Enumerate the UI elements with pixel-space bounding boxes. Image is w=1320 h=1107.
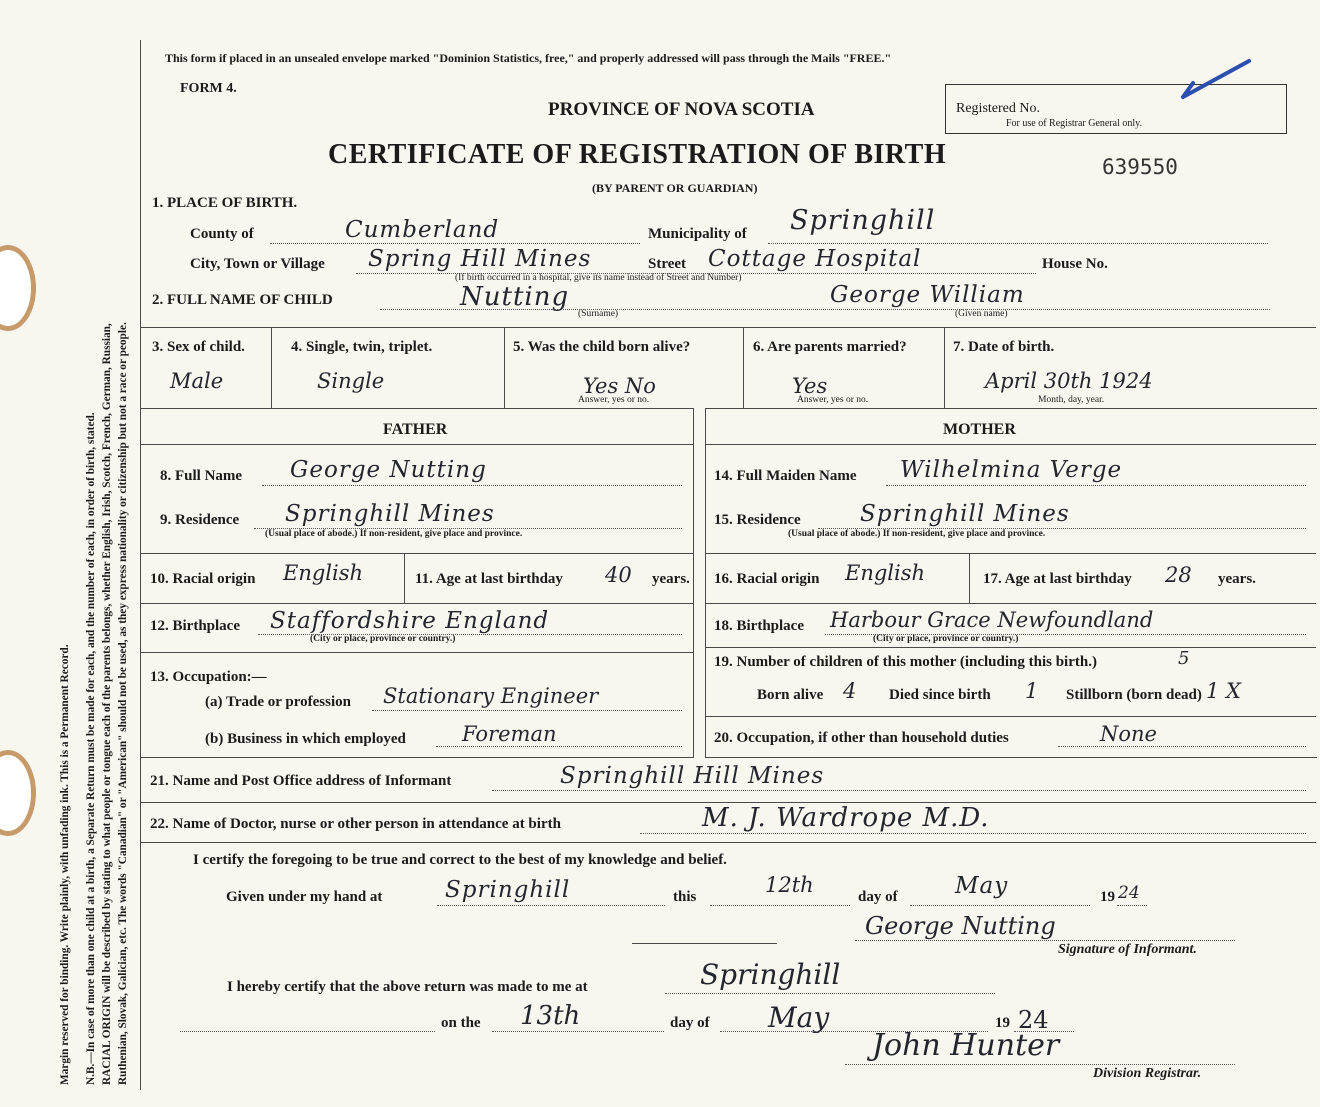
registrar-day-line	[492, 1031, 664, 1032]
mother-occupation-value: None	[1100, 722, 1157, 746]
col-div-2	[504, 327, 505, 408]
mother-age-value: 28	[1165, 563, 1192, 587]
father-age-value: 40	[605, 563, 632, 587]
center-rule	[632, 943, 777, 944]
father-residence-caption: (Usual place of abode.) If non-resident, give place and province.	[265, 529, 523, 539]
doctor-line	[640, 833, 1306, 834]
born-alive-label: 5. Was the child born alive?	[513, 339, 691, 355]
mother-age-unit: years.	[1218, 571, 1256, 587]
father-heading: FATHER	[383, 421, 448, 438]
single-twin-value: Single	[317, 369, 385, 393]
certificate-title: CERTIFICATE OF REGISTRATION OF BIRTH	[328, 139, 947, 170]
father-birthplace-caption: (City or place, province or country.)	[310, 634, 456, 644]
single-twin-label: 4. Single, twin, triplet.	[291, 339, 433, 355]
margin-instruction-4: Ruthenian, Slovak, Galician, etc. The words "Canadian" or "American" should not be used, as they express nationality or citizenship but not a race or people.	[117, 322, 129, 1085]
registrar-day-of-label: day of	[670, 1015, 710, 1031]
father-business-line	[436, 746, 682, 747]
cert-day-line	[710, 905, 850, 906]
child-surname-caption: (Surname)	[578, 309, 619, 319]
mother-occupation-line	[1058, 746, 1306, 747]
child-name-line	[380, 309, 1270, 310]
cert-year-value: 24	[1118, 883, 1140, 903]
mother-residence-value: Springhill Mines	[860, 501, 1070, 527]
province-title: PROVINCE OF NOVA SCOTIA	[548, 99, 815, 120]
father-birthplace-value: Staffordshire England	[270, 608, 550, 634]
born-alive-caption: Answer, yes or no.	[578, 395, 650, 405]
municipality-line	[768, 243, 1268, 244]
mother-heading-rule	[706, 444, 1316, 445]
col-div-3	[743, 327, 744, 408]
rule-1	[141, 327, 1316, 328]
mother-birthplace-label: 18. Birthplace	[714, 618, 804, 634]
mother-rule-a	[706, 553, 1316, 554]
county-value: Cumberland	[345, 217, 500, 243]
registrar-month-value: May	[768, 1001, 830, 1034]
registrar-statement: I hereby certify that the above return was made to me at	[227, 979, 588, 995]
mother-residence-label: 15. Residence	[714, 512, 801, 528]
doctor-value: M. J. Wardrope M.D.	[702, 803, 990, 833]
cert-day-of-label: day of	[858, 889, 898, 905]
mother-name-label: 14. Full Maiden Name	[714, 468, 857, 484]
margin-instruction-3: RACIAL ORIGIN will be described by stating to what people or tongue each of the parents belongs, whether English, Irish, Scotch, French, German, Russian,	[101, 323, 113, 1085]
mother-rule-b	[706, 603, 1316, 604]
blue-check-mark	[1175, 55, 1255, 105]
stillborn-label: Stillborn (born dead)	[1066, 687, 1202, 703]
mother-residence-caption: (Usual place of abode.) If non-resident, give place and province.	[788, 529, 1046, 539]
child-given-caption: (Given name)	[955, 309, 1008, 319]
parents-married-caption: Answer, yes or no.	[797, 395, 869, 405]
registrar-signature: John Hunter	[872, 1028, 1060, 1063]
father-trade-line	[372, 710, 682, 711]
registered-label: Registered No.	[956, 101, 1040, 116]
municipality-label: Municipality of	[648, 226, 747, 242]
father-name-value: George Nutting	[290, 457, 487, 483]
certificate-number: 639550	[1102, 155, 1178, 179]
date-of-birth-value: April 30th 1924	[985, 369, 1153, 393]
cert-month-value: May	[955, 873, 1009, 899]
cert-year-line	[1117, 905, 1147, 906]
sex-label: 3. Sex of child.	[152, 339, 245, 355]
sex-value: Male	[170, 369, 224, 393]
informant-signature: George Nutting	[865, 912, 1056, 940]
mother-birthplace-caption: (City or place, province or country.)	[873, 634, 1019, 644]
cert-year-prefix: 19	[1100, 889, 1115, 905]
parents-married-value: Yes	[792, 374, 828, 398]
father-name-line	[262, 485, 682, 486]
this-label: this	[673, 889, 697, 905]
father-name-label: 8. Full Name	[160, 468, 243, 484]
mother-age-div	[969, 553, 970, 603]
date-of-birth-label: 7. Date of birth.	[953, 339, 1055, 355]
doctor-label: 22. Name of Doctor, nurse or other person in attendance at birth	[150, 816, 561, 832]
registrar-day-value: 13th	[520, 1001, 581, 1031]
house-number-label: House No.	[1042, 256, 1108, 272]
date-of-birth-caption: Month, day, year.	[1038, 395, 1105, 405]
municipality-value: Springhill	[790, 205, 936, 236]
given-under-label: Given under my hand at	[226, 889, 383, 905]
mother-occupation-label: 20. Occupation, if other than household duties	[714, 730, 1009, 746]
died-since-birth-label: Died since birth	[889, 687, 991, 703]
mail-notice: This form if placed in an unsealed envelope marked "Dominion Statistics, free," and properly addressed will pass through the Mails "FREE."	[165, 51, 892, 65]
city-label: City, Town or Village	[190, 256, 325, 272]
father-heading-rule	[141, 444, 693, 445]
punch-hole-bottom	[0, 750, 36, 836]
child-given-value: George William	[830, 282, 1025, 308]
father-rule-a	[141, 553, 693, 554]
given-place-value: Springhill	[445, 877, 571, 903]
rule-bottom	[141, 842, 1316, 843]
father-trade-label: (a) Trade or profession	[205, 694, 351, 710]
born-alive-value: Yes No	[583, 374, 656, 398]
father-age-unit: years.	[652, 571, 690, 587]
father-trade-value: Stationary Engineer	[383, 684, 599, 708]
registrar-signature-line	[845, 1064, 1235, 1065]
father-residence-value: Springhill Mines	[285, 501, 495, 527]
form-number: FORM 4.	[180, 81, 237, 96]
place-of-birth-label: 1. PLACE OF BIRTH.	[152, 195, 298, 211]
stillborn-value: 1 X	[1206, 679, 1241, 703]
informant-signature-line	[855, 940, 1235, 941]
mother-racial-value: English	[845, 561, 926, 585]
hospital-note: (If birth occurred in a hospital, give its name instead of Street and Number)	[455, 273, 742, 283]
mother-children-value: 5	[1178, 648, 1190, 669]
mother-name-line	[886, 485, 1306, 486]
informant-value: Springhill Hill Mines	[560, 763, 825, 789]
father-occupation-label: 13. Occupation:—	[150, 669, 267, 685]
county-label: County of	[190, 226, 254, 242]
registrar-place-line	[665, 993, 995, 994]
mother-birthplace-value: Harbour Grace Newfoundland	[830, 608, 1154, 632]
certification-statement: I certify the foregoing to be true and correct to the best of my knowledge and belief.	[193, 852, 727, 868]
mother-name-value: Wilhelmina Verge	[900, 457, 1123, 483]
died-since-birth-value: 1	[1025, 679, 1039, 703]
father-rule-c	[141, 652, 693, 653]
father-business-value: Foreman	[462, 722, 557, 746]
child-surname-value: Nutting	[460, 282, 570, 312]
registrar-year-prefix: 19	[995, 1015, 1010, 1031]
father-racial-value: English	[283, 561, 364, 585]
cert-day-value: 12th	[765, 873, 814, 897]
registrar-place-value: Springhill	[700, 958, 841, 991]
street-value: Cottage Hospital	[708, 246, 922, 272]
margin-instruction-2: N.B.—In case of more than one child at a birth, a Separate Return must be made for each, and the number of each, in order of birth, stated.	[85, 412, 97, 1085]
parents-married-label: 6. Are parents married?	[753, 339, 907, 355]
punch-hole-top	[0, 245, 36, 331]
father-business-label: (b) Business in which employed	[205, 731, 406, 747]
county-line	[270, 243, 640, 244]
informant-line	[492, 790, 1306, 791]
on-the-lead-line	[180, 1031, 435, 1032]
child-name-label: 2. FULL NAME OF CHILD	[152, 292, 333, 308]
father-racial-label: 10. Racial origin	[150, 571, 256, 587]
registrar-year-value: 24	[1018, 1006, 1049, 1034]
col-div-4	[944, 327, 945, 408]
born-alive-count-label: Born alive	[757, 687, 824, 703]
father-age-div	[404, 553, 405, 603]
cert-month-line	[910, 905, 1090, 906]
mother-heading: MOTHER	[943, 421, 1016, 438]
informant-label: 21. Name and Post Office address of Informant	[150, 773, 452, 789]
city-value: Spring Hill Mines	[368, 246, 592, 272]
father-rule-b	[141, 603, 693, 604]
father-birthplace-label: 12. Birthplace	[150, 618, 240, 634]
registered-note: For use of Registrar General only.	[1006, 118, 1142, 129]
informant-signature-label: Signature of Informant.	[1058, 942, 1197, 957]
registrar-title: Division Registrar.	[1093, 1066, 1202, 1081]
col-div-1	[271, 327, 272, 408]
mother-children-label: 19. Number of children of this mother (including this birth.)	[714, 654, 1097, 670]
father-residence-label: 9. Residence	[160, 512, 240, 528]
mother-rule-d	[706, 716, 1316, 717]
on-the-label: on the	[441, 1015, 481, 1031]
certificate-subtitle: (BY PARENT OR GUARDIAN)	[592, 181, 758, 195]
born-alive-count-value: 4	[843, 679, 857, 703]
street-label: Street	[648, 256, 687, 272]
mother-rule-c	[706, 647, 1316, 648]
father-age-label: 11. Age at last birthday	[415, 571, 563, 587]
mother-age-label: 17. Age at last birthday	[983, 571, 1132, 587]
margin-instruction-1: Margin reserved for binding. Write plainly, with unfading ink. This is a Permanent Record.	[59, 644, 71, 1085]
given-place-line	[437, 905, 665, 906]
mother-racial-label: 16. Racial origin	[714, 571, 820, 587]
